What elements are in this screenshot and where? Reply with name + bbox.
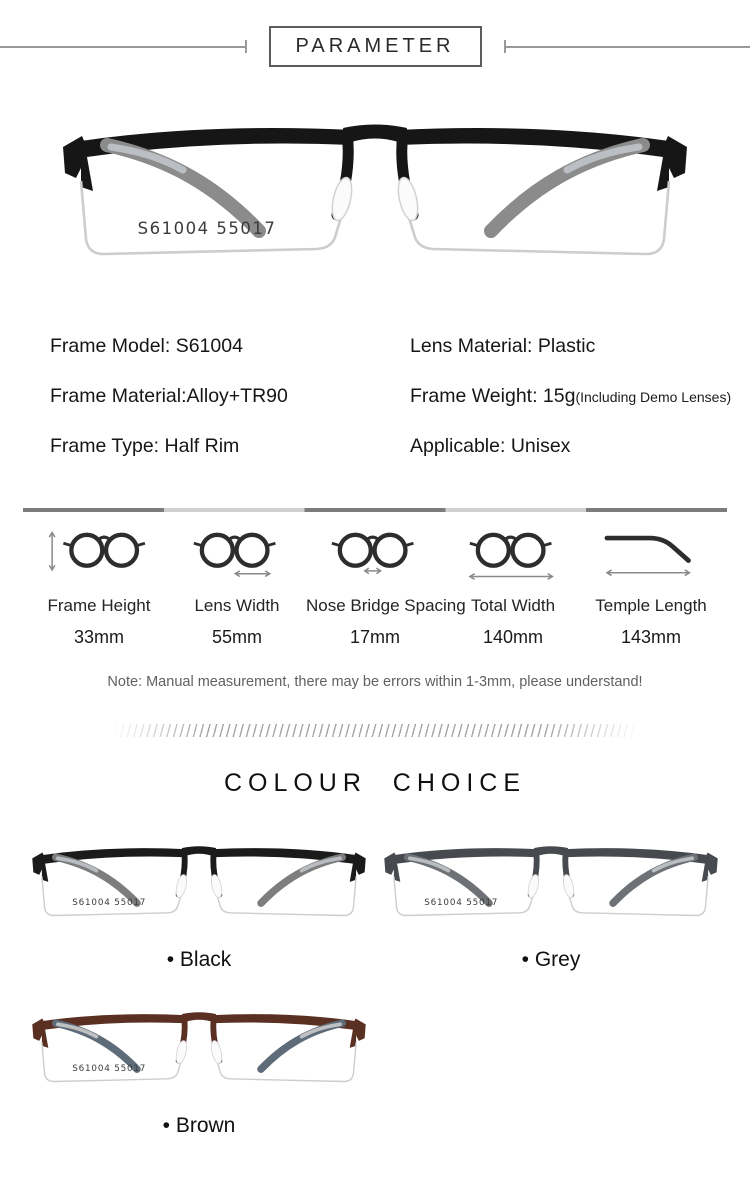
- svg-text:S61004 55017: S61004 55017: [424, 898, 498, 908]
- spec-applicable: Applicable: Unisex: [410, 435, 750, 458]
- measurement-note: Note: Manual measurement, there may be errors within 1-3mm, please understand!: [0, 674, 750, 690]
- svg-text:S61004 55017: S61004 55017: [138, 219, 277, 238]
- svg-text:S61004 55017: S61004 55017: [72, 1064, 146, 1074]
- spec-frame-material: Frame Material:Alloy+TR90: [50, 385, 410, 408]
- nose-bridge-icon: [316, 524, 434, 584]
- colour-choice-heading: COLOUR CHOICE: [0, 769, 750, 798]
- segmented-divider: [23, 508, 727, 512]
- glasses-photo-brown: [28, 1010, 370, 1092]
- measurement-row: [0, 524, 750, 648]
- spec-list: [0, 335, 750, 458]
- colour-label-grey: • Grey: [380, 948, 722, 972]
- parameter-header: [0, 26, 750, 67]
- measurement-nose-bridge: Nose Bridge Spacing 17mm: [306, 524, 444, 648]
- header-left-rule: [0, 40, 247, 53]
- colour-options: [0, 844, 750, 1176]
- spec-frame-weight: Frame Weight: 15g(Including Demo Lenses): [410, 385, 750, 408]
- colour-option-brown: [28, 1010, 370, 1138]
- measurement-frame-height: Frame Height 33mm: [30, 524, 168, 648]
- colour-label-brown: • Brown: [28, 1114, 370, 1138]
- svg-text:S61004 55017: S61004 55017: [72, 898, 146, 908]
- spec-frame-type: Frame Type: Half Rim: [50, 435, 410, 458]
- measurement-total-width: Total Width 140mm: [444, 524, 582, 648]
- parameter-title: PARAMETER: [269, 26, 482, 67]
- temple-length-icon: [592, 524, 710, 584]
- slash-divider: [110, 724, 640, 737]
- header-right-rule: [504, 40, 750, 53]
- colour-label-black: • Black: [28, 948, 370, 972]
- lens-width-icon: [178, 524, 296, 584]
- colour-option-black: [28, 844, 370, 972]
- spec-frame-model: Frame Model: S61004: [50, 335, 410, 358]
- glasses-photo-grey: [380, 844, 722, 926]
- spec-lens-material: Lens Material: Plastic: [410, 335, 750, 358]
- measurement-temple-length: Temple Length 143mm: [582, 524, 720, 648]
- total-width-icon: [454, 524, 572, 584]
- frame-height-icon: [40, 524, 158, 584]
- colour-option-grey: [380, 844, 722, 972]
- spec-frame-weight-note: (Including Demo Lenses): [575, 389, 731, 405]
- hero-glasses-photo: [55, 121, 695, 271]
- glasses-photo-black: [28, 844, 370, 926]
- measurement-lens-width: Lens Width 55mm: [168, 524, 306, 648]
